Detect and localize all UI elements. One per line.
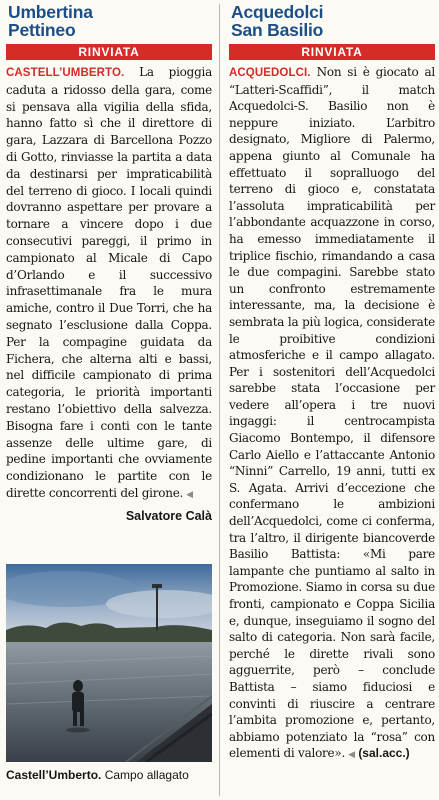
right-article xyxy=(225,0,439,800)
right-headline-line2: San Basilio xyxy=(231,20,324,40)
photo-caption xyxy=(6,768,212,783)
left-status-banner: RINVIATA xyxy=(6,44,212,60)
right-headline xyxy=(229,3,435,39)
left-article-body xyxy=(6,64,212,504)
triangle-left-icon: ◀ xyxy=(186,489,193,500)
right-dateline: ACQUEDOLCI. xyxy=(229,67,311,79)
triangle-left-icon: ◀ xyxy=(348,750,355,761)
photo-caption-text: Campo allagato xyxy=(101,768,189,782)
right-body-text: Non si è giocato al “Latteri-Scaffidi”, il match Acquedolci-S. Basilio non è neppure iniziato. L’arbitro designato, Migliore di Palermo, appena giunto al Comunale ha effettuato il sopralluogo del terreno di gioco e, constatata l’assoluta impraticabilità per l’abbondante acquazzone in corso, ha emesso immediatamente il triplice fischio, rimandando a casa le due compagini. Sarebbe stato un confronto estremamente interessante, ma, la decisione è sembrata la più logica, considerate le proibitive condizioni atmosferiche e il campo allagato. Per i sostenitori dell’Acquedolci sarebbe stata l’occasione per vedere all’opera i tre nuovi ingaggi: il centrocampista Giacomo Bontempo, il difensore Carlo Aiello e l’attaccante Antonio “Ninni” Carrello, 19 anni, tutti ex S. Agata. Arrivi d’eccezione che confermano le ambizioni dell’Acquedolci, come ci conferma, tra l’altro, il dirigente biancoverde Basilio Battista: «Mi pare lampante che puntiamo al salto in Promozione. Siamo in corsa su due fronti, campionato e Coppa Sicilia e, dunque, inseguiamo il sogno del salto di categoria. Non sarà facile, perché le dirette rivali sono agguerrite, però – conclude Battista – siamo fiduciosi e convinti di riuscire a centrare l’ambita promozione e, pertanto, abbiamo potenziato la “rosa” con elementi di valore». xyxy=(229,65,435,761)
left-headline xyxy=(6,3,212,39)
right-article-body xyxy=(229,64,435,764)
right-signature: (sal.acc.) xyxy=(358,746,410,761)
left-byline: Salvatore Calà xyxy=(125,508,212,523)
left-headline-line2: Pettineo xyxy=(8,20,76,40)
left-headline-line1: Umbertina xyxy=(8,2,93,22)
flooded-field-photo xyxy=(6,564,212,762)
right-headline-line1: Acquedolci xyxy=(231,2,324,22)
left-body-text: La pioggia caduta a ridosso della gara, come si pensava alla vigilia della sfida, hanno fatto sì che il direttore di gara, Lazzara di Barcellona Pozzo di Gotto, rinviasse la partita a data da destinarsi per impraticabilità del terreno di gioco. I locali quindi dovranno aspettare per provare a tornare a vincere dopo i due consecutivi pareggi, il primo in campionato al Micale di Capo d’Orlando e il successivo infrasettimanale fra le mura amiche, contro il Due Torri, che ha segnato l’esclusione dalla Coppa. Per la compagine guidata da Fichera, che alterna alti e bassi, nel difficile campionato di prima categoria, le priorità importanti restano l’obiettivo della salvezza. Bisogna fare i conti con le tante assenze delle ultime gare, di pedine importanti che ovviamente condizionano le partite con le dirette concorrenti del girone. xyxy=(6,65,212,500)
left-dateline: CASTELL’UMBERTO. xyxy=(6,67,125,79)
right-status-banner: RINVIATA xyxy=(229,44,435,60)
photo-caption-place: Castell’Umberto. xyxy=(6,768,102,782)
column-divider xyxy=(219,4,220,796)
